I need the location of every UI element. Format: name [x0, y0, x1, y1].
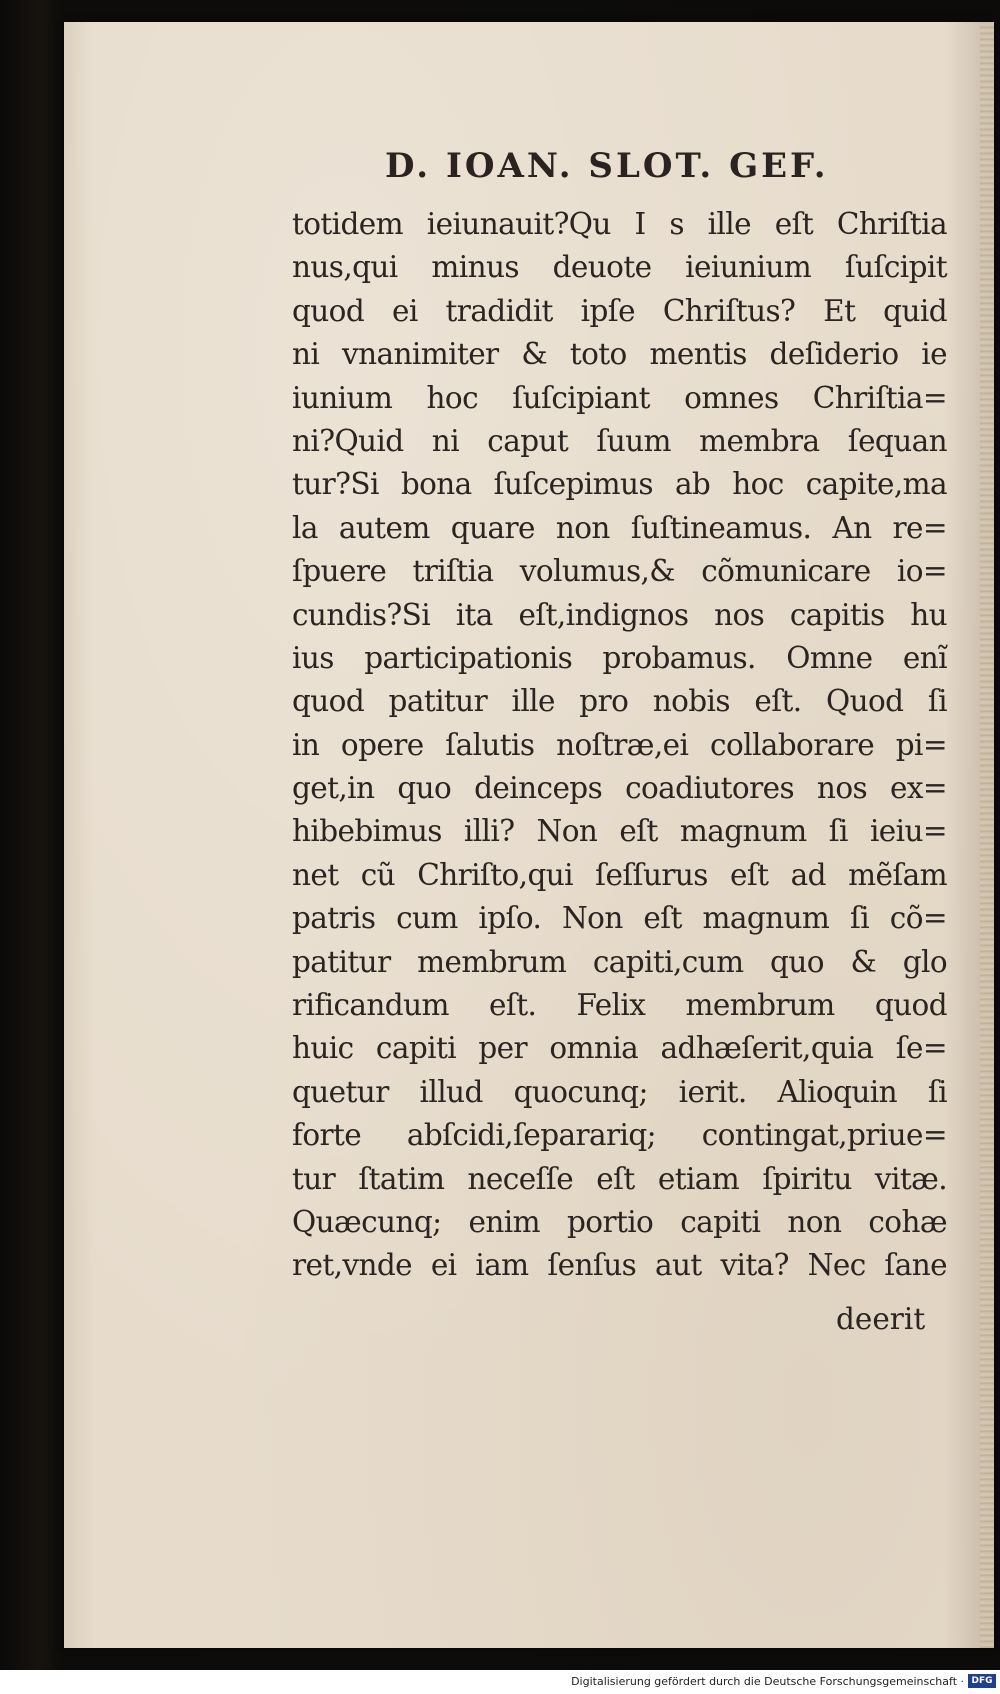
text-line: iunium hoc ſuſcipiant omnes Chriſtia= [292, 380, 947, 415]
text-line: net cũ Chriſto,qui ſeſſurus eſt ad mẽſam [292, 857, 947, 892]
body-text [292, 203, 947, 1288]
text-line: in opere ſalutis noſtræ,ei collaborare pi= [292, 727, 947, 762]
page-edge [980, 22, 994, 1648]
text-line: quod patitur ille pro nobis eſt. Quod ſi [292, 684, 947, 719]
text-line: quetur illud quocunq; ierit. Alioquin ſi [292, 1074, 947, 1109]
text-line: hibebimus illi? Non eſt magnum ſi ieiu= [292, 814, 947, 849]
text-line: ius participationis probamus. Omne enĩ [292, 640, 947, 675]
text-line: ſpuere triſtia volumus,& cõmunicare io= [292, 554, 947, 589]
text-line: ni vnanimiter & toto mentis deſiderio ie [292, 337, 947, 372]
text-line: tur ſtatim neceſſe eſt etiam ſpiritu vitæ. [292, 1161, 947, 1196]
dfg-logo-badge: DFG [968, 1674, 996, 1688]
text-line: cundis?Si ita eſt,indignos nos capitis hu [292, 597, 947, 632]
text-line: get,in quo deinceps coadiutores nos ex= [292, 771, 947, 806]
text-line: forte abſcidi,ſeparariq; contingat,priue= [292, 1118, 947, 1153]
text-line: la autem quare non ſuſtineamus. An re= [292, 510, 947, 545]
text-line: rificandum eſt. Felix membrum quod [292, 988, 947, 1023]
text-line: patris cum ipſo. Non eſt magnum ſi cõ= [292, 901, 947, 936]
text-line: ni?Quid ni caput ſuum membra ſequan [292, 423, 947, 458]
catchword: deerit [836, 1302, 926, 1336]
funding-credit: Digitalisierung gefördert durch die Deutsche Forschungsgemeinschaft · [571, 1675, 964, 1688]
text-line: patitur membrum capiti,cum quo & glo [292, 944, 947, 979]
text-line: ret,vnde ei iam ſenſus aut vita? Nec ſane [292, 1248, 947, 1283]
text-line: Quæcunq; enim portio capiti non cohæ [292, 1204, 947, 1239]
running-head: D. IOAN. SLOT. GEF. [385, 146, 829, 186]
text-line: huic capiti per omnia adhæſerit,quia ſe= [292, 1031, 947, 1066]
text-line: tur?Si bona ſuſcepimus ab hoc capite,ma [292, 467, 947, 502]
text-line: quod ei tradidit ipſe Chriſtus? Et quid [292, 293, 947, 328]
text-line: nus,qui minus deuote ieiunium ſuſcipit [292, 250, 947, 285]
text-line: totidem ieiunauit?Qu I s ille eſt Chriſtia [292, 207, 947, 241]
